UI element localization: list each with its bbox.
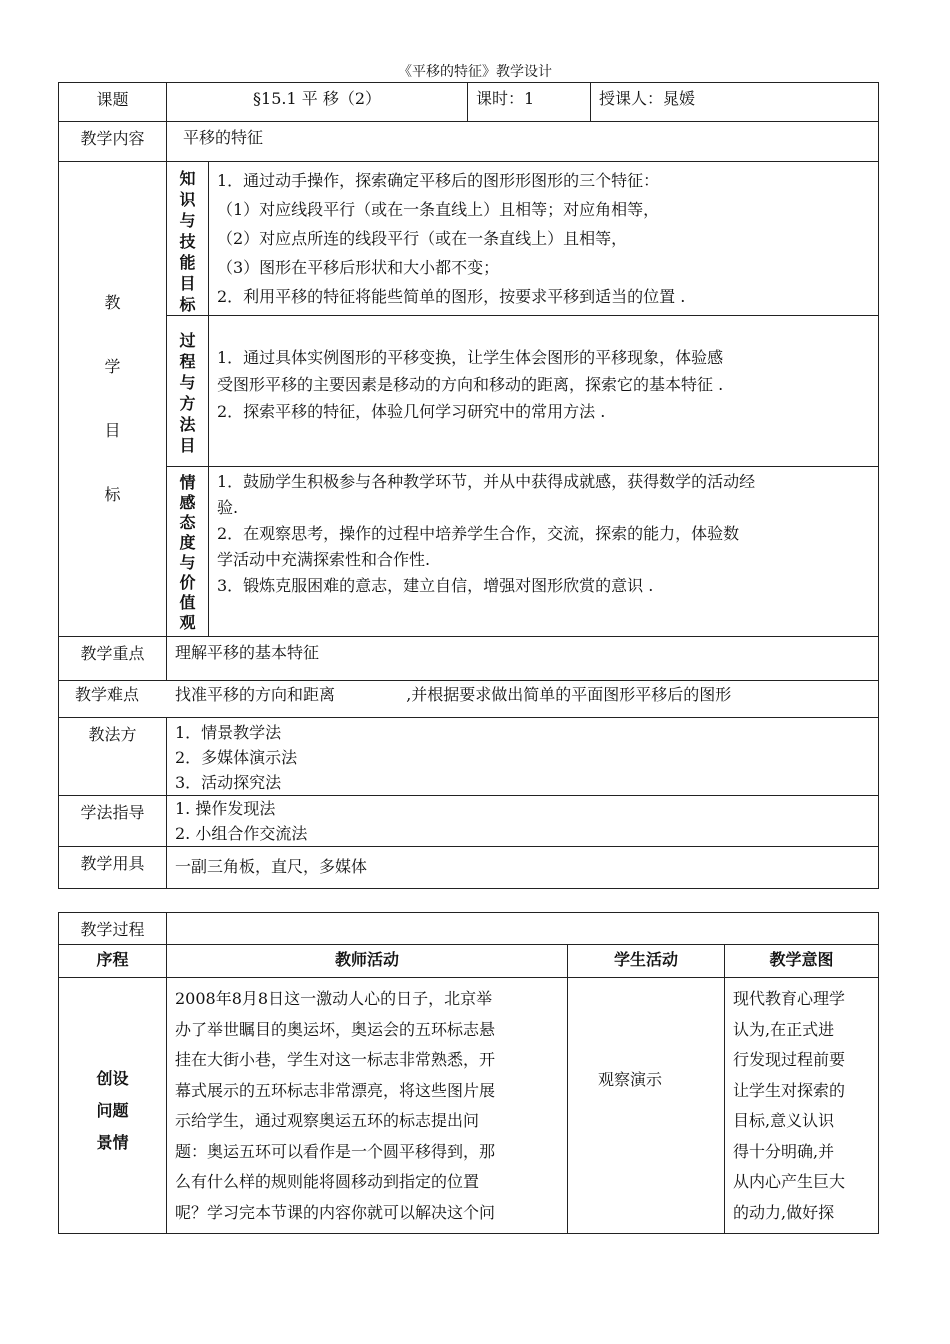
student-activity-cell: 观察演示: [568, 978, 725, 1234]
key-point-value: 理解平移的基本特征: [167, 637, 879, 681]
list-item: 1．情景教学法: [175, 723, 282, 742]
study-guide-list: [167, 796, 879, 847]
difficulty-value: 找准平移的方向和距离 ,并根据要求做出简单的平面图形平移后的图形: [175, 685, 732, 704]
list-item: 2. 小组合作交流法: [175, 824, 308, 843]
teacher-name: 授课人：晁媛: [591, 83, 879, 122]
column-header-intent: 教学意图: [725, 945, 879, 978]
difficulty-row: [59, 681, 879, 718]
list-item: 3．活动探究法: [175, 773, 282, 792]
difficulty-cell: [59, 681, 879, 718]
key-point-label: 教学重点: [59, 637, 167, 681]
content-row: [59, 122, 879, 162]
topic-label: 课题: [59, 83, 167, 122]
tools-label: 教学用具: [59, 847, 167, 889]
teaching-method-row: [59, 718, 879, 796]
process-method-text: 1．通过具体实例图形的平移变换，让学生体会图形的平移现象，体验感 受图形平移的主要因素是移动的方向和移动的距离，探索它的基本特征 . 2．探索平移的特征，体验几何学习研究中的常用方法 .: [209, 316, 879, 467]
emotion-objective-row: [59, 467, 879, 637]
tools-row: [59, 847, 879, 889]
process-title: 教学过程: [59, 913, 167, 945]
knowledge-objective-row: [59, 162, 879, 316]
topic-row: [59, 83, 879, 122]
study-guide-row: [59, 796, 879, 847]
knowledge-skill-label: 知 识 与 技 能 目 标: [167, 162, 209, 316]
teaching-process-table: [58, 912, 879, 1234]
tools-value: 一副三角板，直尺，多媒体: [167, 847, 879, 889]
column-header-student: 学生活动: [568, 945, 725, 978]
content-value: 平移的特征: [167, 122, 879, 162]
process-title-empty: [167, 913, 879, 945]
process-objective-row: [59, 316, 879, 467]
list-item: 2．多媒体演示法: [175, 748, 298, 767]
process-method-label: 过 程 与 方 法 目: [167, 316, 209, 467]
stage-cell: 创设 问题 景情: [59, 978, 167, 1234]
teacher-activity-cell: 2008年8月8日这一激动人心的日子，北京举 办了举世瞩目的奥运坏，奥运会的五环标志悬 挂在大街小巷，学生对这一标志非常熟悉，开 幕式展示的五环标志非常漂亮，将这些图片展 示给学生，通过观察奥运五环的标志提出问 题：奥运五环可以看作是一个圆平移得到，那 么有什么样的规则能将圆移动到指定的位置 呢？学习完本节课的内容你就可以解决这个问: [167, 978, 568, 1234]
study-guide-label: 学法指导: [59, 796, 167, 847]
key-point-row: [59, 637, 879, 681]
difficulty-label: 教学难点: [75, 685, 140, 704]
column-header-teacher: 教师活动: [167, 945, 568, 978]
teaching-method-list: [167, 718, 879, 796]
topic-value: §15.1 平 移（2）: [167, 83, 468, 122]
emotion-attitude-text: 1．鼓励学生积极参与各种教学环节，并从中获得成就感，获得数学的活动经 验. 2．在观察思考，操作的过程中培养学生合作，交流，探索的能力，体验数 学活动中充满探索性和合作性. 3．锻炼克服困难的意志，建立自信，增强对图形欣赏的意识 .: [209, 467, 879, 637]
table-row: [59, 978, 879, 1234]
lesson-info-table: [58, 82, 879, 889]
class-hours: 课时：1: [468, 83, 591, 122]
process-header-row: [59, 945, 879, 978]
content-label: 教学内容: [59, 122, 167, 162]
teaching-intent-cell: 现代教育心理学 认为,在正式进 行发现过程前要 让学生对探索的 目标,意义认识 得十分明确,并 从内心产生巨大 的动力,做好探: [725, 978, 879, 1234]
document-title: 《平移的特征》教学设计: [398, 64, 552, 80]
objectives-label: 教 学 目 标: [59, 162, 167, 637]
list-item: 1. 操作发现法: [175, 799, 276, 818]
column-header-stage: 序程: [59, 945, 167, 978]
process-title-row: [59, 913, 879, 945]
knowledge-skill-text: 1．通过动手操作，探索确定平移后的图形形图形的三个特征： （1）对应线段平行（或在一条直线上）且相等；对应角相等， （2）对应点所连的线段平行（或在一条直线上）且相等， （3）图形在平移后形状和大小都不变； 2．利用平移的特征将能些简单的图形，按要求平移到适当的位置 .: [209, 162, 879, 316]
emotion-attitude-label: 情 感 态 度 与 价 值 观: [167, 467, 209, 637]
teaching-method-label: 教法方: [59, 718, 167, 796]
